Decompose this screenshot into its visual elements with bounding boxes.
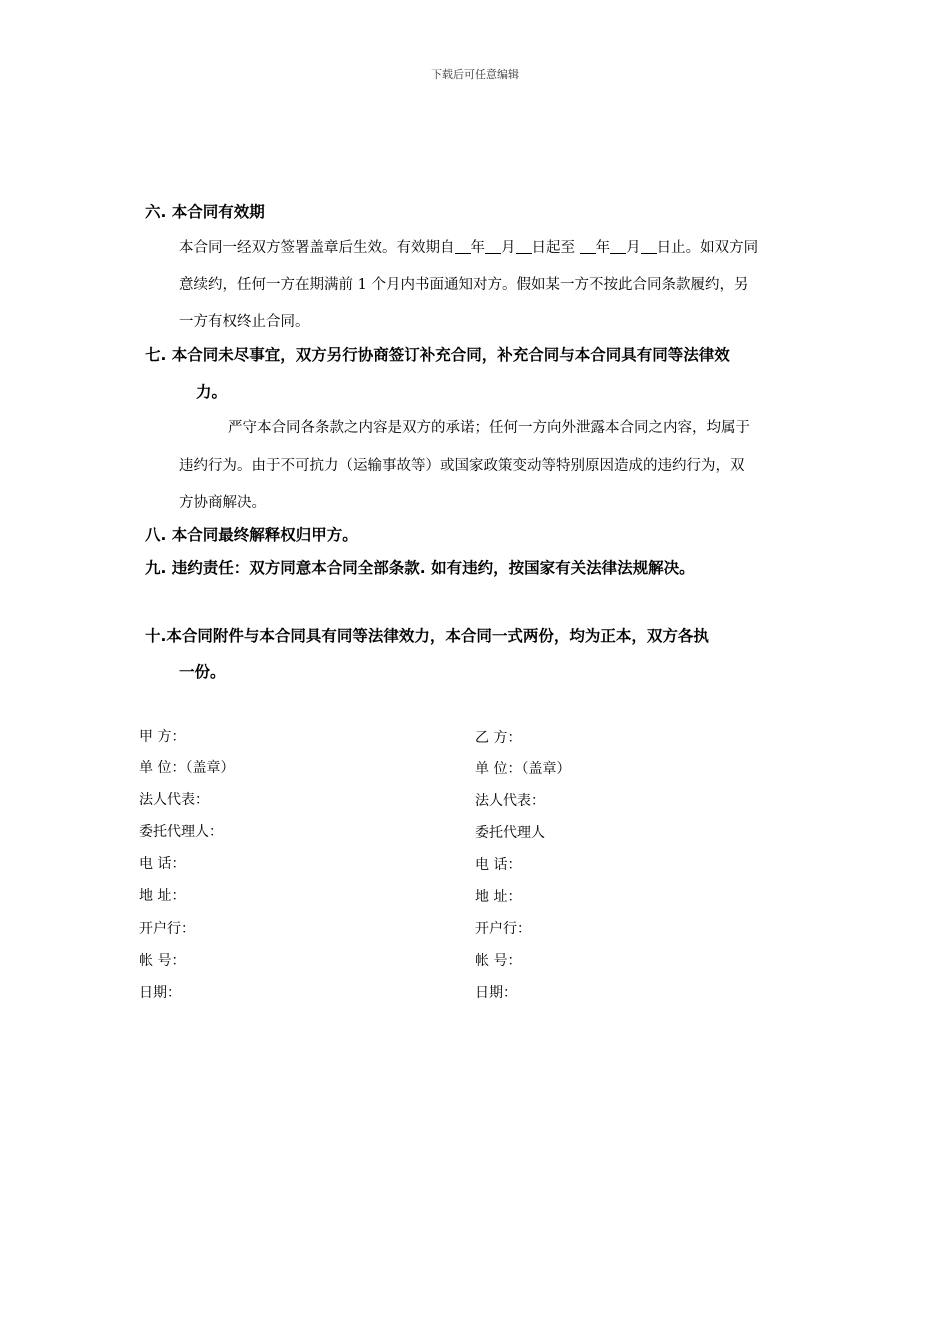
section-6-line-2: 意续约，任何一方在期满前 1 个月内书面通知对方。假如某一方不按此合同条款履约，另 — [179, 277, 749, 293]
page-header-note: 下载后可任意编辑 — [431, 68, 519, 81]
party-a-label: 甲 方： — [139, 729, 186, 745]
blank-start-month — [485, 239, 501, 254]
section-6-line-1d: 日起至 — [531, 240, 580, 256]
party-b-address: 地 址： — [475, 889, 522, 905]
section-8-heading: 八. 本合同最终解释权归甲方。 — [145, 526, 358, 544]
party-a-unit: 单 位：（盖章） — [139, 760, 235, 776]
section-6-heading: 六. 本合同有效期 — [145, 203, 265, 221]
blank-end-month — [610, 239, 626, 254]
party-b-label: 乙 方： — [475, 730, 522, 746]
section-6-line-1f: 月 — [626, 240, 641, 256]
section-10-heading-line-2: 一份。 — [179, 663, 226, 681]
party-a-legal-rep: 法人代表： — [139, 792, 209, 808]
section-7-line-1: 严守本合同各条款之内容是双方的承诺；任何一方向外泄露本合同之内容，均属于 — [228, 420, 750, 436]
section-6-line-1 — [179, 236, 758, 257]
section-6-line-3: 一方有权终止合同。 — [179, 314, 310, 330]
section-6-line-1c: 月 — [501, 240, 516, 256]
party-a-phone: 电 话： — [139, 856, 186, 872]
party-a-date: 日期： — [139, 985, 181, 1001]
section-6-line-1a: 本合同一经双方签署盖章后生效。有效期自 — [179, 240, 455, 256]
party-a-agent: 委托代理人： — [139, 824, 223, 840]
party-b-legal-rep: 法人代表： — [475, 793, 545, 809]
section-6-line-1b: 年 — [470, 240, 485, 256]
section-9-heading: 九. 违约责任：双方同意本合同全部条款. 如有违约，按国家有关法律法规解决。 — [145, 559, 695, 577]
party-a-address: 地 址： — [139, 888, 186, 904]
party-b-agent: 委托代理人 — [475, 825, 545, 841]
party-b-phone: 电 话： — [475, 857, 522, 873]
section-6-line-1e: 年 — [595, 240, 611, 256]
party-a-bank: 开户行： — [139, 921, 195, 937]
section-7-heading-line-1: 七. 本合同未尽事宜，双方另行协商签订补充合同，补充合同与本合同具有同等法律效 — [145, 346, 730, 364]
section-7-line-3: 方协商解决。 — [179, 495, 266, 511]
blank-end-year — [580, 239, 596, 254]
party-b-bank: 开户行： — [475, 921, 531, 937]
blank-start-day — [516, 239, 532, 254]
section-7-line-2: 违约行为。由于不可抗力（运输事故等）或国家政策变动等特别原因造成的违约行为，双 — [179, 458, 745, 474]
blank-end-day — [641, 239, 657, 254]
section-6-line-1g: 日止。如双方同 — [656, 240, 759, 256]
party-b-unit: 单 位：（盖章） — [475, 761, 571, 777]
party-a-account: 帐 号： — [139, 953, 186, 969]
section-10-heading-line-1: 十.本合同附件与本合同具有同等法律效力，本合同一式两份，均为正本，双方各执 — [145, 627, 709, 645]
party-b-date: 日期： — [475, 985, 517, 1001]
section-7-heading-line-2: 力。 — [196, 383, 228, 401]
party-b-account: 帐 号： — [475, 953, 522, 969]
blank-start-year — [455, 239, 471, 254]
